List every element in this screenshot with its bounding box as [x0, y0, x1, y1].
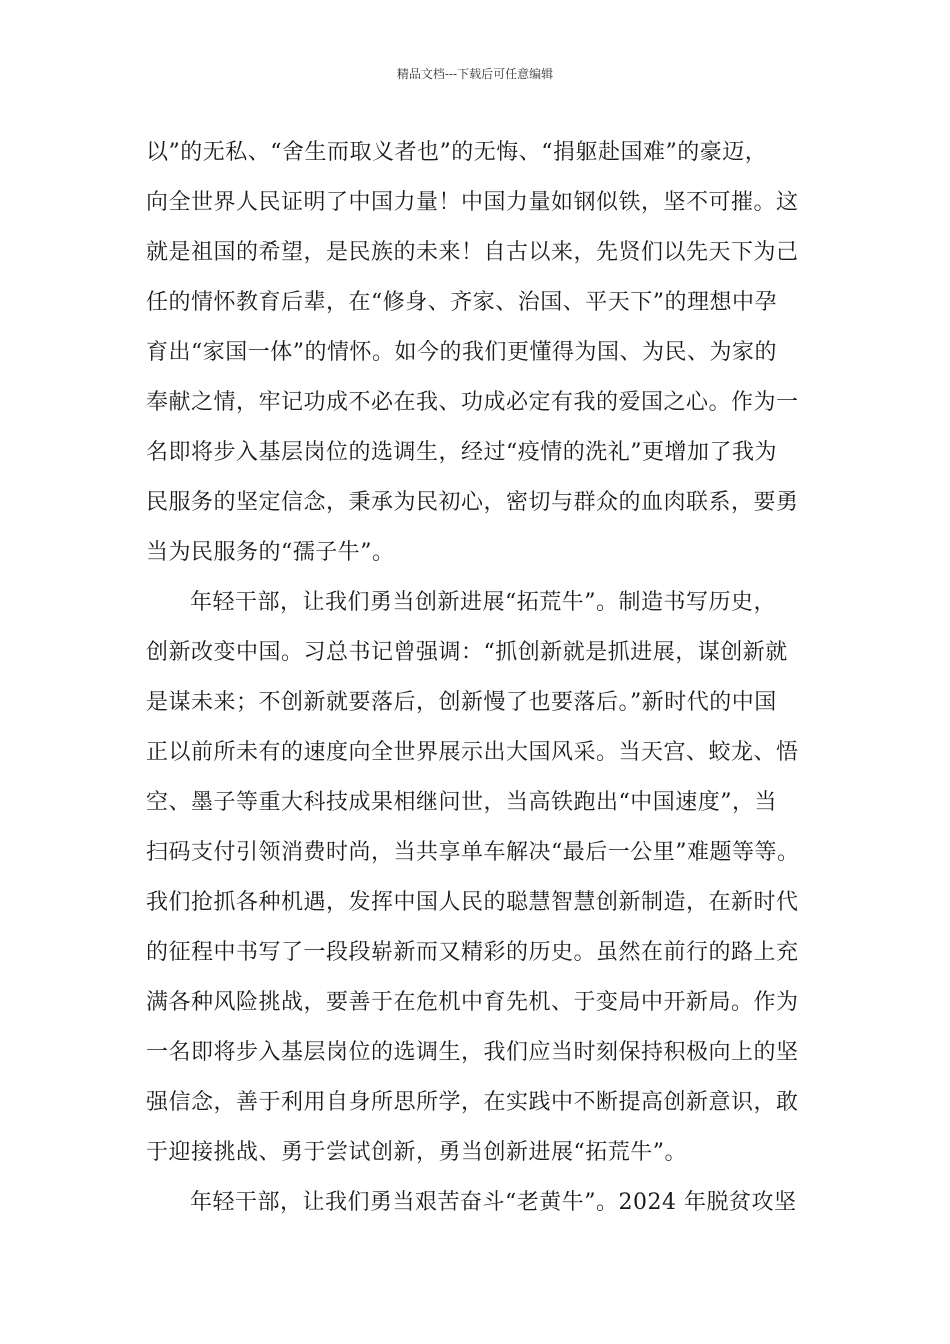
text-line: 就是祖国的希望，是民族的未来！自古以来，先贤们以先天下为己 [146, 240, 799, 265]
text-line: 民服务的坚定信念，秉承为民初心，密切与群众的血肉联系，要勇 [146, 490, 799, 515]
text-line: 奉献之情，牢记功成不必在我、功成必定有我的爱国之心。作为一 [146, 390, 799, 415]
text-line: 任的情怀教育后辈，在“修身、齐家、治国、平天下”的理想中孕 [146, 290, 777, 315]
text-line: 于迎接挑战、勇于尝试创新，勇当创新进展“拓荒牛”。 [146, 1140, 687, 1165]
text-line: 创新改变中国。习总书记曾强调：“抓创新就是抓进展，谋创新就 [146, 640, 788, 665]
text-line: 年轻干部，让我们勇当艰苦奋斗“老黄牛”。2024 年脱贫攻坚 [190, 1190, 797, 1215]
text-line: 的征程中书写了一段段崭新而又精彩的历史。虽然在前行的路上充 [146, 940, 799, 965]
text-line: 正以前所未有的速度向全世界展示出大国风采。当天宫、蛟龙、悟 [146, 740, 799, 765]
text-line: 满各种风险挑战，要善于在危机中育先机、于变局中开新局。作为 [146, 990, 799, 1015]
text-line: 向全世界人民证明了中国力量！中国力量如钢似铁，坚不可摧。这 [146, 190, 799, 215]
text-line: 空、墨子等重大科技成果相继问世，当高铁跑出“中国速度”，当 [146, 790, 777, 815]
text-line: 我们抢抓各种机遇，发挥中国人民的聪慧智慧创新制造，在新时代 [146, 890, 799, 915]
paragraph [146, 1178, 826, 1228]
document-body [146, 128, 826, 1228]
text-line: 一名即将步入基层岗位的选调生，我们应当时刻保持积极向上的坚 [146, 1040, 799, 1065]
text-line: 名即将步入基层岗位的选调生，经过“疫情的洗礼”更增加了我为 [146, 440, 777, 465]
text-line: 年轻干部，让我们勇当创新进展“拓荒牛”。制造书写历史， [190, 590, 776, 615]
text-line: 是谋未来；不创新就要落后，创新慢了也要落后。”新时代的中国 [146, 690, 777, 715]
text-line: 强信念，善于利用自身所思所学，在实践中不断提高创新意识，敢 [146, 1090, 799, 1115]
text-line: 育出“家国一体”的情怀。如今的我们更懂得为国、为民、为家的 [146, 340, 777, 365]
text-line: 以”的无私、“舍生而取义者也”的无悔、“捐躯赴国难”的豪迈， [146, 140, 768, 165]
paragraph [146, 128, 826, 578]
text-line: 当为民服务的“孺子牛”。 [146, 540, 395, 565]
page-header: 精品文档---下载后可任意编辑 [396, 67, 554, 81]
paragraph [146, 578, 826, 1178]
text-line: 扫码支付引领消费时尚，当共享单车解决“最后一公里”难题等等。 [146, 840, 800, 865]
